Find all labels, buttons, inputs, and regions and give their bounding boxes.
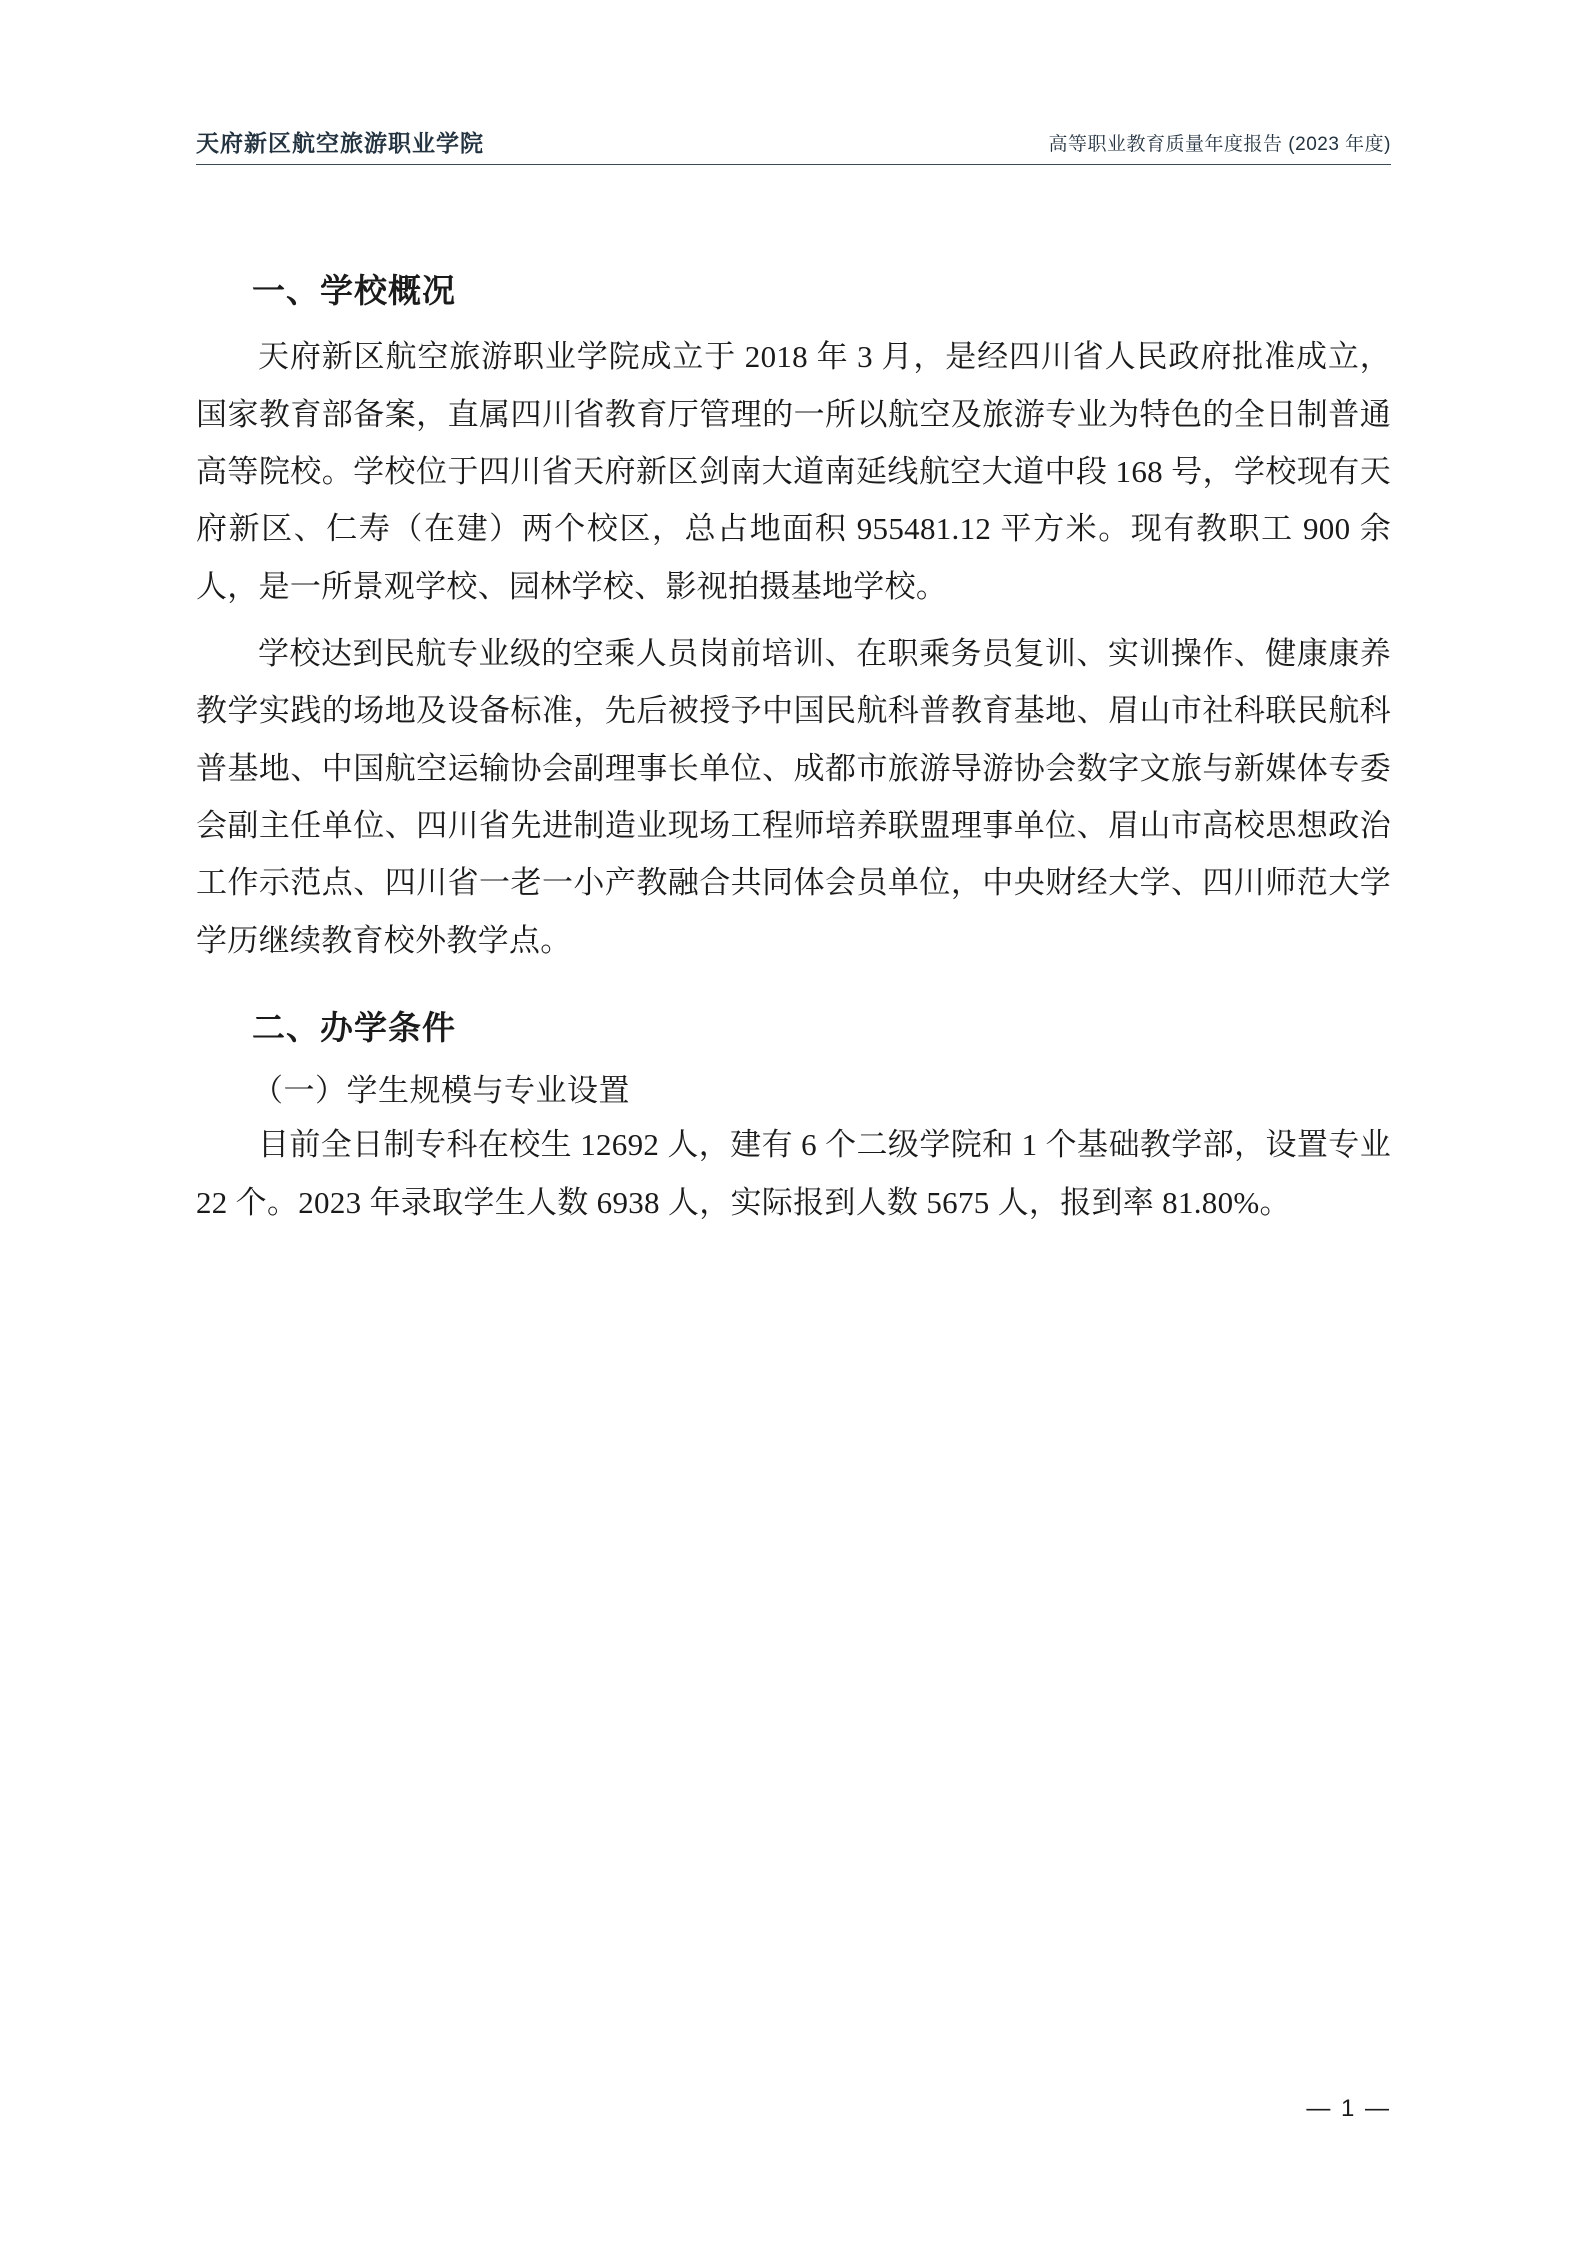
header-report-title: 高等职业教育质量年度报告 (2023 年度) [1048,134,1391,155]
paragraph-school-overview-2: 学校达到民航专业级的空乘人员岗前培训、在职乘务员复训、实训操作、健康康养教学实践的场地及设备标准，先后被授予中国民航科普教育基地、眉山市社科联民航科普基地、中国航空运输协会副理事长单位、成都市旅游导游协会数字文旅与新媒体专委会副主任单位、四川省先进制造业现场工程师培养联盟理事单位、眉山市高校思想政治工作示范点、四川省一老一小产教融合共同体会员单位，中央财经大学、四川师范大学学历继续教育校外教学点。 [196,635,1391,958]
paragraph-school-overview-1: 天府新区航空旅游职业学院成立于 2018 年 3 月，是经四川省人民政府批准成立，国家教育部备案，直属四川省教育厅管理的一所以航空及旅游专业为特色的全日制普通高等院校。学校位于四川省天府新区剑南大道南延线航空大道中段 168 号，学校现有天府新区、仁寿（在建）两个校区，总占地面积 955481.12 平方米。现有教职工 900 余人，是一所景观学校、园林学校、影视拍摄基地学校。 [196,339,1391,604]
section-heading-running-conditions: 二、办学条件 [252,1008,456,1046]
header-divider [196,164,1391,165]
header-institution-name: 天府新区航空旅游职业学院 [196,130,484,156]
subsection-heading-student-scale: （一）学生规模与专业设置 [252,1073,630,1109]
document-body [196,268,1391,1233]
section-heading-school-overview: 一、学校概况 [252,272,456,309]
page-header [196,110,1391,158]
paragraph-student-scale-1: 目前全日制专科在校生 12692 人，建有 6 个二级学院和 1 个基础教学部，设置专业 22 个。2023 年录取学生人数 6938 人，实际报到人数 5675 人，报到率 81.80%。 [196,1127,1391,1220]
page-number: — 1 — [1306,2095,1391,2122]
